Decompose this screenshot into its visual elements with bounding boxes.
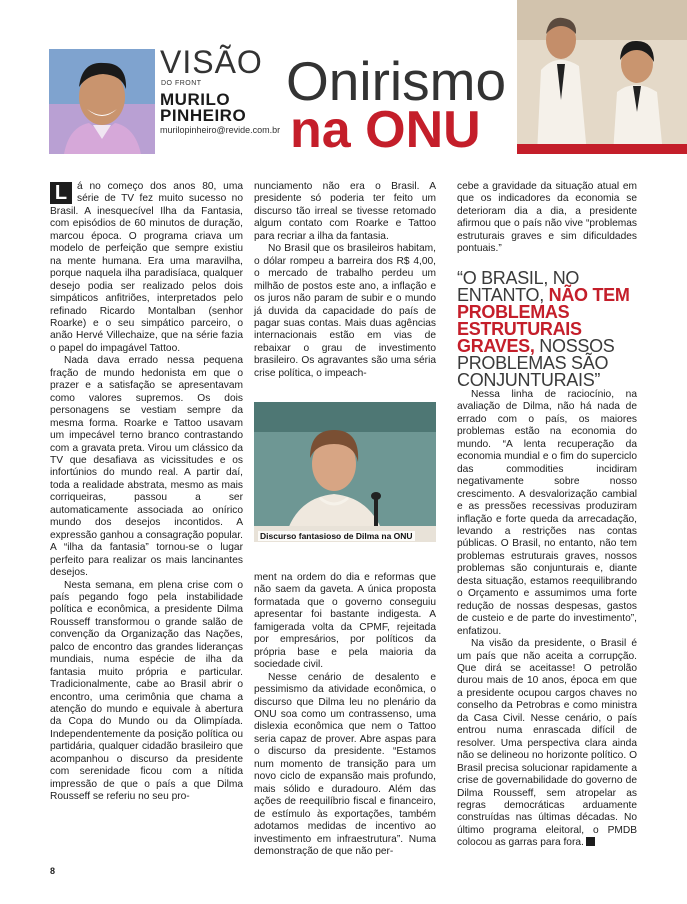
paragraph	[457, 638, 637, 850]
paragraph: ment na ordem do dia e reformas que não saem da gaveta. A única proposta formatada que o governo conseguiu apresentar foi bastante indigesta. A famigerada volta da CPMF, rejeitada por empresários, por políticos da própria base e pela maioria da sociedade civil.	[254, 572, 436, 671]
pull-quote	[457, 270, 637, 389]
photo-caption: Discurso fantasioso de Dilma na ONU	[260, 531, 413, 541]
section-kicker: VISÃO	[160, 44, 263, 80]
paragraph: Nessa linha de raciocínio, na avaliação de Dilma, não há nada de errado com o país, os maiores problemas estão na economia do mundo. “A lenta recuperação da economia mundial e o fim do superciclo das commodities incidiram negativamente sobre nosso crescimento. A desvalorização cambial e as pressões recessivas produziram inflação e forte queda da arrecadação, levando a restrições nas contas públicas. O Brasil, no entanto, não tem problemas estruturais graves, nossos problemas são conjunturais e, diante desta situação, estamos reequilibrando o Orçamento e assumimos uma forte redução de nossas despesas, gastos de custeio e de parte do investimento”, enfatizou.	[457, 389, 637, 637]
paragraph: cebe a gravidade da situação atual em que os indicadores da economia se deterioram dia a dia, a presidente afirmou que o país não vive “problemas estruturais graves e sim dificuldades pontuais.”	[457, 181, 637, 255]
fantasy-island-illustration	[517, 0, 687, 154]
pull-quote-part-1: “O BRASIL, NO ENTANTO,	[457, 268, 580, 305]
author-name	[160, 92, 246, 124]
end-of-article-icon	[586, 837, 595, 846]
author-first-name: MURILO	[160, 90, 231, 109]
article-column-3-bottom	[457, 389, 637, 850]
paragraph: Nada dava errado nessa pequena fração de mundo hedonista em que o prazer e a satisfação se apresentavam como valores supremos. Os dois personagens se vestiam sempre da mesma forma. Roarke e Tattoo usavam um impecável terno branco contrastando com a gravata preta. Virou um clássico da TV que desafiava as vicissitudes e os infortúnios do mundo real. A partir daí, toda a realidade abstrata, mesmo as mais corriqueiras, passou a ser automaticamente associada ao onírico mundo dos desejos incontidos. A expressão ganhou a consagração popular. A “ilha da fantasia” tornou-se o lugar perfeito para realizar os mais lancinantes desejos.	[50, 355, 243, 579]
paragraph-text: Na visão da presidente, o Brasil é um país que não aceita a corrupção. Que dirá se aceitasse! O petrolão durou mais de 10 anos, época em que a presidente ocupou cargos chaves no conselho da Petrobras e como ministra da Casa Civil. Nesse cenário, o país entrou numa enrascada difícil de resolver. Uma perspectiva clara ainda não se delineou no horizonte político. O Brasil precisa solucionar rapidamente a crise de governabilidade do governo de Dilma Rousseff, sem atropelar as regras democráticas arduamente construídas nas últimas décadas. No último programa eleitoral, o PMDB colocou as garras para fora.	[457, 638, 637, 849]
author-portrait-illustration	[49, 49, 155, 154]
article-column-2-top	[254, 181, 436, 380]
paragraph: Nesta semana, em plena crise com o país pegando fogo pela instabilidade política e econômica, a presidente Dilma Rousseff transformou o grande salão de convenção da Organização das Nações, palco de encontro das grandes lideranças mundiais, numa espécie de ilha da fantasia muito própria e particular. Tradicionalmente, cabe ao Brasil abrir o encontro, uma cerimônia que chama a atenção do mundo e equivale à abertura da Copa do Mundo ou da Olimpíada. Independentemente da posição política ou partidária, qualquer cidadão brasileiro que acompanhou o discurso da presidente com serenidade ficou com a nítida impressão de que o país a que Dilma Rousseff se referiu no seu pro-	[50, 579, 243, 803]
author-email[interactable]: murilopinheiro@revide.com.br	[160, 125, 281, 135]
drop-cap: L	[50, 182, 72, 204]
author-last-name: PINHEIRO	[160, 106, 247, 125]
pull-quote-highlight: NÃO TEM PROBLEMAS ESTRUTURAIS GRAVES,	[457, 285, 630, 356]
article-column-3-top	[457, 181, 637, 256]
section-kicker-sub: DO FRONT	[161, 80, 202, 87]
dilma-onu-photo	[254, 402, 436, 542]
dilma-speech-illustration	[254, 402, 436, 542]
page-number: 8	[50, 866, 56, 876]
pull-quote-part-2: NOSSOS PROBLEMAS SÃO CONJUNTURAIS”	[457, 336, 615, 390]
paragraph-text: á no começo dos anos 80, uma série de TV fez muito sucesso no Brasil. A inesquecível Ilha da Fantasia, com episódios de 60 minutos de duração, marcou época. O programa criava um modelo de perfeição que sempre existiu na mente humana. Era uma maravilha, porque naquela ilha paradisíaca, qualquer desejo podia ser realizado pelos dois simpáticos anfitriões, interpretados pelo refinado Ricardo Montalban (senhor Roarke) e o seu simpático parceiro, o anão Hervé Villechaize, que na série fazia o papel do impagável Tattoo.	[50, 181, 243, 354]
headline-line-2: na ONU	[290, 101, 481, 159]
paragraph	[50, 181, 243, 355]
fantasy-island-photo	[517, 0, 687, 154]
author-photo	[49, 49, 155, 154]
headline-line-1: Onirismo	[286, 50, 507, 112]
article-column-2-bottom	[254, 572, 436, 858]
article-column-1	[50, 181, 243, 804]
paragraph: Nesse cenário de desalento e pessimismo da atividade econômica, o discurso que Dilma leu no plenário da ONU soa como um contrassenso, uma dislexia econômica que nem o Tattoo seria capaz de prover. Abre aspas para o discurso da presidente. “Estamos num momento de transição para um novo ciclo de expansão mais profundo, mais sólido e duradouro. Além das ações de reequilíbrio fiscal e financeiro, de estímulo às exportações, também adotamos medidas de incentivo ao investimento em infraestrutura”. Numa demonstração de que não per-	[254, 671, 436, 857]
paragraph: No Brasil que os brasileiros habitam, o dólar rompeu a barreira dos R$ 4,00, o mercado de trabalho perdeu um milhão de postos este ano, a inflação e os juros não param de subir e o mundo já duvida da capacidade do país de pagar suas contas. Mais duas agências internacionais estão em vias de rebaixar o grau de investimento brasileiro. Os agravantes são uma séria crise política, o impeach-	[254, 243, 436, 379]
paragraph: nunciamento não era o Brasil. A presidente só poderia ter feito um discurso tão irreal se tivesse retomado algum contato com Roarke e Tattoo para recriar a ilha da fantasia.	[254, 181, 436, 242]
